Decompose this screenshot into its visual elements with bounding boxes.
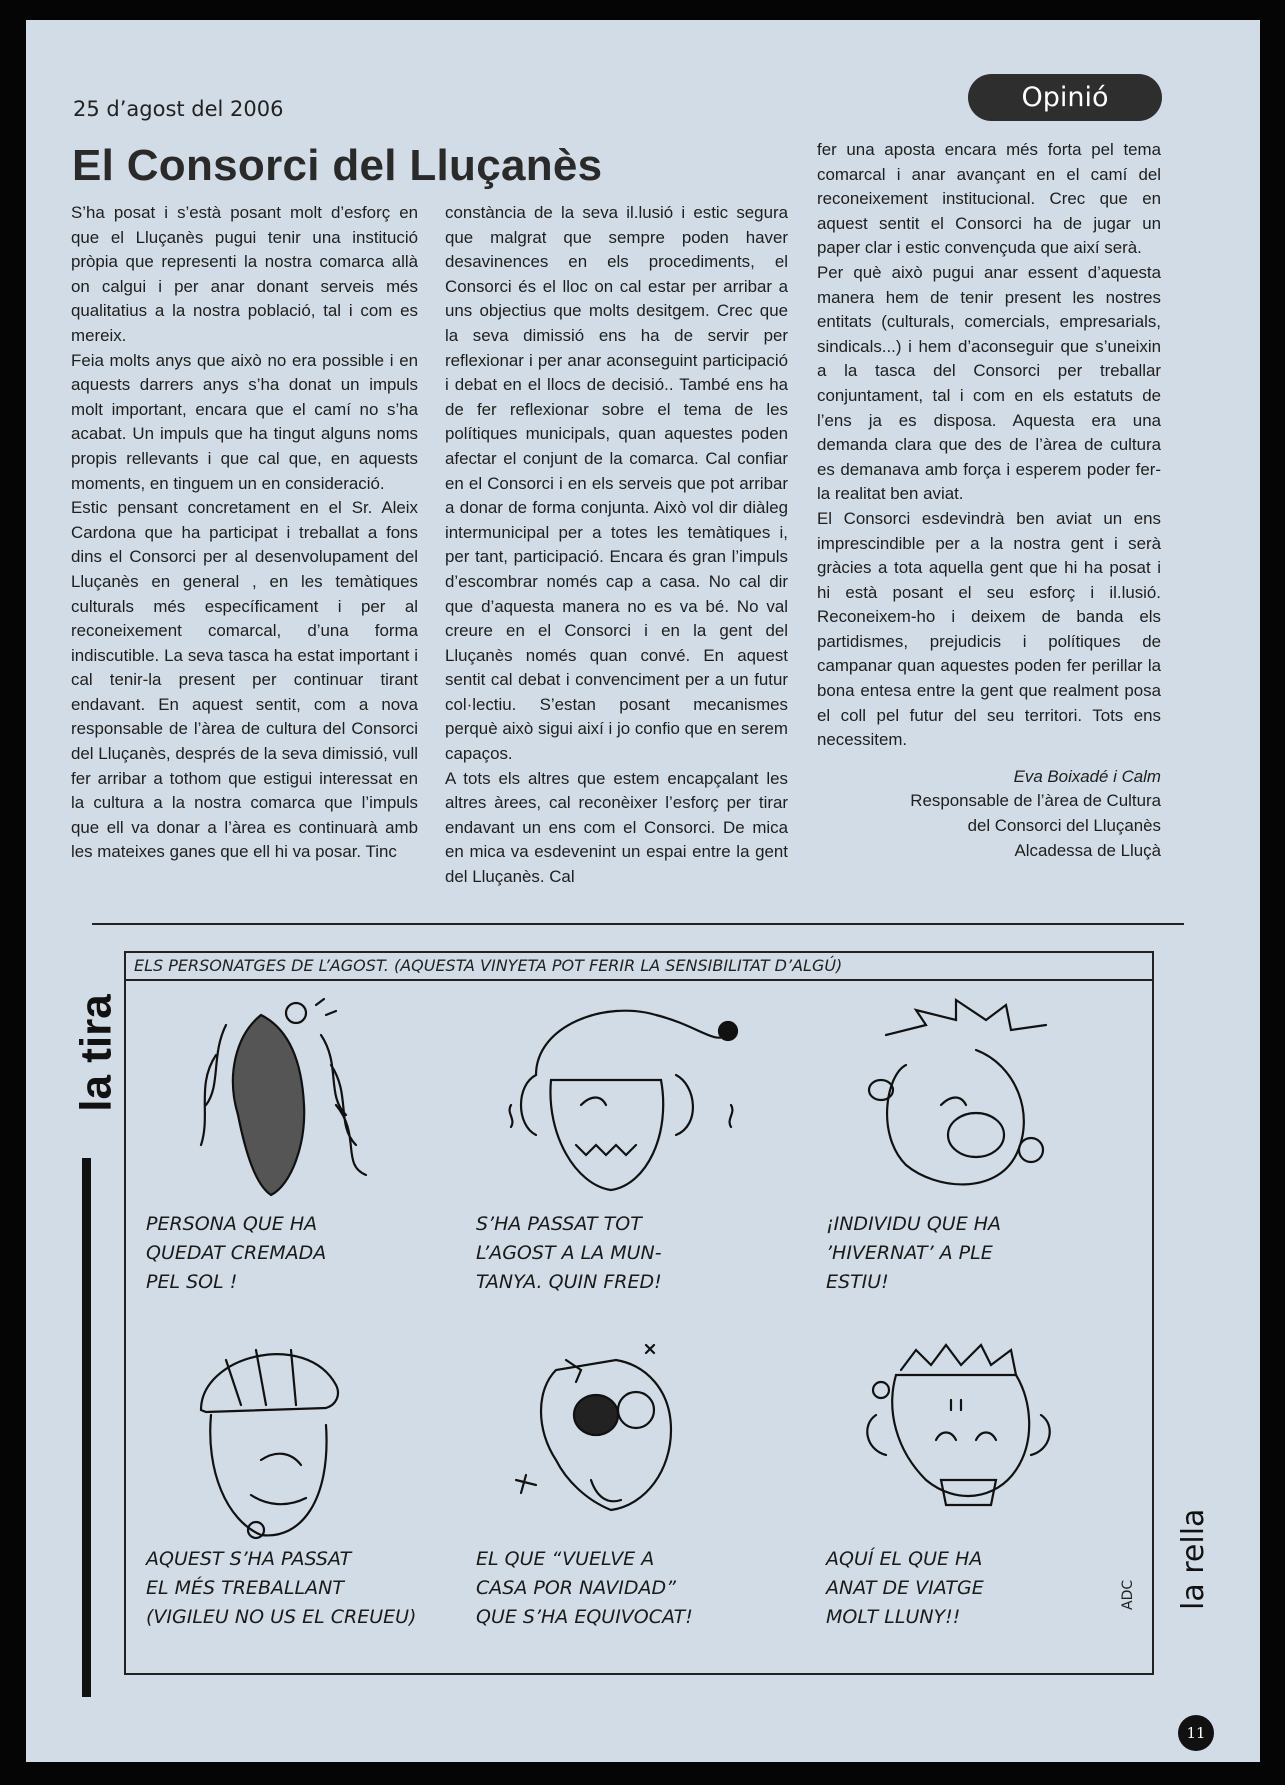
strip-side-title: la tira <box>72 994 122 1112</box>
paragraph: Feia molts anys que això no era possible i en aquests darrers anys s’ha donat un impuls molt important, encara que el camí no s’ha acabat. Un impuls que ha tingut alguns noms propis rellevants i que cal que, en aquests moments, en tinguem un en consideració. <box>71 350 418 493</box>
artist-initials: ADC <box>1120 1579 1136 1610</box>
comic-strip-heading: ELS PERSONATGES DE L’AGOST. (AQUESTA VINYETA POT FERIR LA SENSIBILITAT D’ALGÚ) <box>124 951 1154 981</box>
cold-face-drawing <box>496 995 746 1215</box>
comic-panel-cold <box>466 995 776 1325</box>
publication-name: la rella <box>1176 1508 1211 1610</box>
comic-panel-traveller <box>816 1330 1126 1660</box>
worker-face-drawing <box>166 1330 416 1550</box>
sleepy-face-drawing <box>846 995 1096 1215</box>
paragraph: S’ha posat i s’està posant molt d’esforç en que el Lluçanès pugui tenir una institució pròpia que representi la nostra comarca allà on calgui i per anar donant serveis més qualitatius a la nostra població, tal i com es mereix. <box>71 203 418 345</box>
paragraph: Per què això pugui anar essent d’aquesta manera hem de tenir present les nostres entitats (culturals, comercials, empresarials, sindicals...) i hem d’aconseguir que s’uneixin a la tasca del Consorci per treballar conjuntament, tal i com en els estatuts de l’ens ja es disposa. Aquesta era una demanda clara que des de l’àrea de cultura es demanava amb força i esperem poder fer-la realitat ben aviat. <box>817 262 1161 504</box>
paragraph: Estic pensant concretament en el Sr. Aleix Cardona que ha participat i treballat a fons dins el Consorci per al desenvolupament del Lluçanès en general , en les temàtiques culturals més específicament i per al reconeixement comarcal, d’una forma indiscutible. La seva tasca ha estat important i cal tenir-la present per continuar tirant endavant. En aquest sentit, com a nova responsable de l’àrea de cultura del Consorci del Lluçanès, després de la seva dimissió, vull fer arribar a tothom que estigui interessat en la cultura a la nostra comarca que l’impuls que ell va donar a l’àrea es continuarà amb les mateixes ganes que ell hi va posar. Tinc <box>71 498 418 862</box>
article-column-2 <box>445 201 788 890</box>
side-bar <box>82 1158 91 1697</box>
author-role: Alcadessa de Lluçà <box>1014 840 1161 860</box>
traveller-face-drawing <box>846 1330 1096 1550</box>
author-role: del Consorci del Lluçanès <box>967 816 1161 836</box>
article-column-1 <box>71 201 418 865</box>
sunburnt-face-drawing <box>166 995 416 1215</box>
comic-panel-worker <box>136 1330 446 1660</box>
panel-caption: EL QUE “VUELVE A CASA POR NAVIDAD” QUE S’HA EQUIVOCAT! <box>476 1548 693 1628</box>
comic-panel-sunburnt <box>136 995 446 1325</box>
issue-date: 25 d’agost del 2006 <box>73 97 284 121</box>
newspaper-page <box>26 20 1260 1762</box>
section-divider <box>92 923 1184 925</box>
author-name: Eva Boixadé i Calm <box>1013 766 1161 786</box>
panel-caption: ¡INDIVIDU QUE HA ’HIVERNAT’ A PLE ESTIU! <box>826 1213 1002 1293</box>
page-number: 11 <box>1178 1715 1214 1751</box>
author-role: Responsable de l’àrea de Cultura <box>910 791 1161 811</box>
comic-panel-hibernated <box>816 995 1126 1325</box>
section-badge: Opinió <box>968 74 1162 121</box>
comic-panel-back-home <box>466 1330 776 1660</box>
wrong-season-face-drawing <box>496 1330 746 1550</box>
paragraph: fer una aposta encara més forta pel tema comarcal i anar avançant en el camí del reconeixement institucional. Crec que en aquest sentit el Consorci ha de jugar un paper clar i estic convençuda que així serà. <box>817 140 1161 258</box>
article-column-3 <box>817 138 1161 863</box>
signature-block <box>817 765 1161 863</box>
panel-caption: AQUÍ EL QUE HA ANAT DE VIATGE MOLT LLUNY!! <box>826 1548 984 1628</box>
paragraph: constància de la seva il.lusió i estic segura que malgrat que sempre poden haver desavinences en els procediments, el Consorci és el lloc on cal estar per arribar a uns objectius que molts desitgem. Crec que la seva dimissió ens ha de servir per reflexionar i per anar aconseguint participació i debat en el llocs de decisió.. També ens ha de fer reflexionar sobre el tema de les polítiques municipals, quan aquestes poden afectar el conjunt de la comarca. Cal confiar en el Consorci i en els serveis que pot arribar a donar de forma conjunta. Això vol dir diàleg intermunicipal per a totes les temàtiques i, per tant, participació. Encara és gran l’impuls d’escombrar només cap a casa. No cal dir que d’aquesta manera no es va bé. No val creure en el Consorci i en la gent del Lluçanès només quan convé. En aquest sentit cal debat i convenciment per a un futur col·lectiu. S’estan posant mecanismes perquè això sigui així i jo confio que en serem capaços. <box>445 203 788 764</box>
paragraph: A tots els altres que estem encapçalant les altres àrees, cal reconèixer l’esforç per tirar endavant un ens com el Consorci. De mica en mica va esdevenint un espai entre la gent del Lluçanès. Cal <box>445 768 788 887</box>
panel-caption: PERSONA QUE HA QUEDAT CREMADA PEL SOL ! <box>146 1213 327 1293</box>
article-title: El Consorci del Lluçanès <box>72 141 603 190</box>
panel-caption: AQUEST S’HA PASSAT EL MÉS TREBALLANT (VIGILEU NO US EL CREUEU) <box>146 1548 417 1628</box>
panel-caption: S’HA PASSAT TOT L’AGOST A LA MUN- TANYA. QUIN FRED! <box>476 1213 662 1293</box>
paragraph: El Consorci esdevindrà ben aviat un ens imprescindible per a la nostra gent i serà gràcies a tota aquella gent que hi ha posat i hi està posant el seu esforç i il.lusió. Reconeixem-ho i deixem de banda els partidismes, prejudicis i polítiques de campanar quan aquestes poden fer perillar la bona entesa entre la gent que realment posa el coll pel futur del seu territori. Tots ens necessitem. <box>817 508 1161 750</box>
